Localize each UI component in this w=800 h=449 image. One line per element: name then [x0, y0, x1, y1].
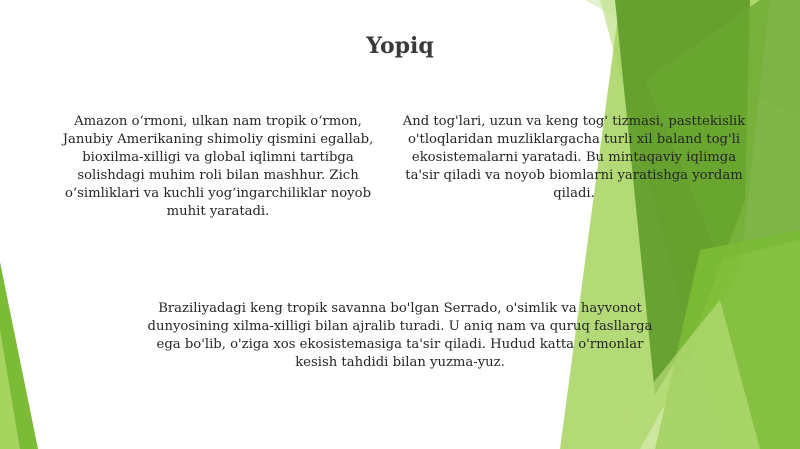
- cerrado-paragraph: Braziliyadagi keng tropik savanna bo'lgan Serrado, o'simlik va hayvonot dunyosining xilma-xilligi bilan ajralib turadi. U aniq nam va quruq fasllarga ega bo'lib, o'ziga xos ekosistemasiga ta'sir qiladi. Hudud katta o'rmonlar kesish tahdidi bilan yuzma-yuz.: [147, 301, 653, 370]
- amazon-paragraph: Amazon o‘rmoni, ulkan nam tropik o‘rmon, Janubiy Amerikaning shimoliy qismini egallab, bioxilma-xilligi va global iqlimni tartibga solishdagi muhim roli bilan mashhur. Zich o‘simliklari va kuchli yog‘ingarchiliklar noyob muhit yaratadi.: [62, 114, 374, 219]
- slide-title: Yopiq: [366, 33, 434, 59]
- andes-paragraph: And tog'lari, uzun va keng tog' tizmasi, pasttekislik o'tloqlaridan muzliklargacha turli xil baland tog'li ekosistemalarni yaratadi. Bu mintaqaviy iqlimga ta'sir qiladi va noyob biomlarni yaratishga yordam qiladi.: [402, 114, 746, 201]
